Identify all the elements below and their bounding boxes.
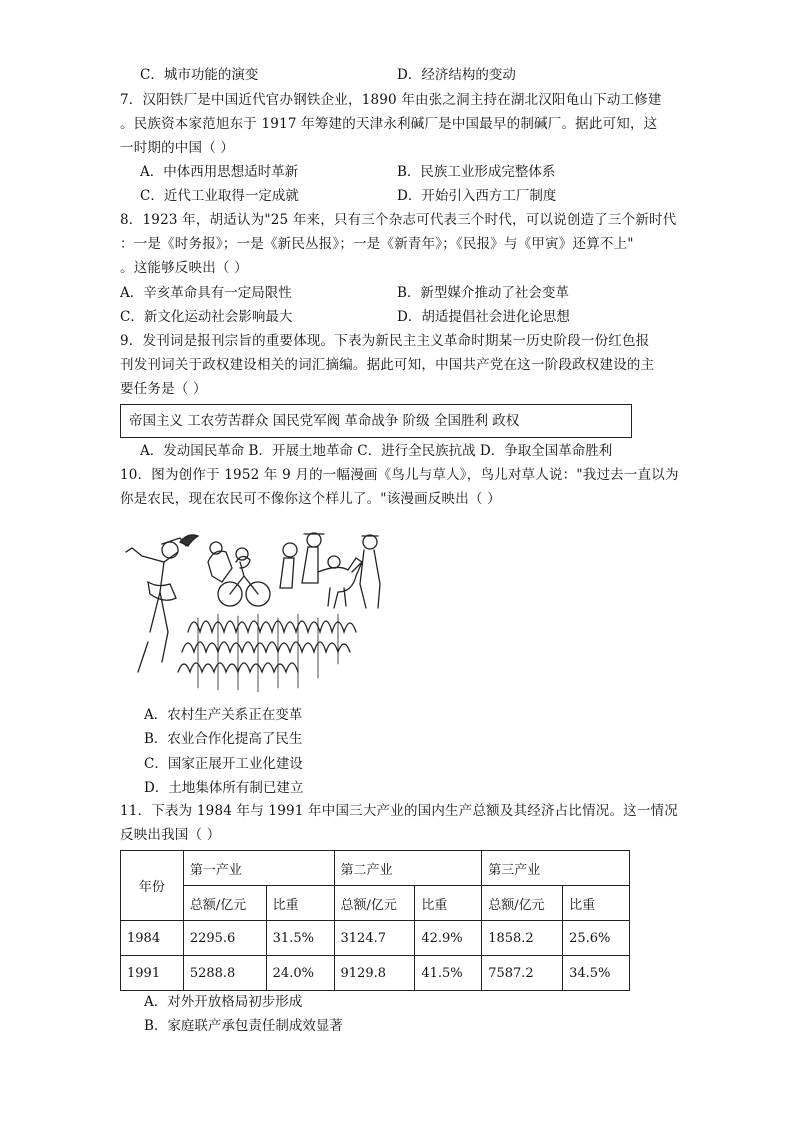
q11-stem-line2: 反映出我国（ ） (120, 827, 221, 843)
table-year-header: 年份 (121, 851, 184, 921)
q10-stem-line1: 10．图为创作于 1952 年 9 月的一幅漫画《鸟儿与草人》，鸟儿对草人说："我过去一直以为 (120, 467, 679, 483)
q11-option-b: B．家庭联产承包责任制成效显著 (144, 1018, 343, 1034)
table-sub-ratio: 比重 (415, 886, 482, 921)
table-group-tertiary: 第三产业 (482, 851, 630, 886)
q9-options: A．发动国民革命 B．开展土地革命 C．进行全民族抗战 D．争取全国革命胜利 (140, 443, 613, 459)
q8-option-b: B．新型媒介推动了社会变革 (397, 285, 569, 301)
q10-option-d: D．土地集体所有制已建立 (144, 780, 304, 796)
table-sub-total: 总额/亿元 (482, 886, 563, 921)
q10-option-c: C．国家正展开工业化建设 (144, 756, 303, 772)
table-group-secondary: 第二产业 (334, 851, 482, 886)
q7-option-c: C．近代工业取得一定成就 (140, 188, 299, 204)
table-cell: 25.6% (563, 921, 630, 956)
q7-option-a: A．中体西用思想适时革新 (140, 164, 299, 180)
q11-stem-line1: 11．下表为 1984 年与 1991 年中国三大产业的国内生产总额及其经济占比情况。这一情况 (120, 803, 678, 819)
table-sub-total: 总额/亿元 (334, 886, 415, 921)
table-cell: 42.9% (415, 921, 482, 956)
q8-stem-line2: ：一是《时务报》；一是《新民丛报》；一是《新青年》；《民报》与《甲寅》还算不上" (120, 236, 634, 252)
table-cell: 24.0% (266, 956, 334, 991)
q9-vocab-box (120, 404, 632, 438)
table-row (121, 956, 630, 991)
q11-option-a: A．对外开放格局初步形成 (144, 994, 303, 1010)
q10-option-a: A．农村生产关系正在变革 (144, 707, 303, 723)
q8-option-a: A．辛亥革命具有一定局限性 (120, 285, 292, 301)
industry-table (120, 850, 630, 991)
table-sub-total: 总额/亿元 (183, 886, 266, 921)
table-group-primary: 第一产业 (183, 851, 334, 886)
q8-stem-line1: 8．1923 年，胡适认为"25 年来，只有三个杂志可代表三个时代，可以说创造了三个新时代 (120, 212, 677, 228)
table-sub-ratio: 比重 (563, 886, 630, 921)
q8-option-d: D．胡适提倡社会进化论思想 (397, 309, 570, 325)
table-subheader-row (121, 886, 630, 921)
q9-stem-line3: 要任务是（ ） (120, 381, 207, 397)
table-sub-ratio: 比重 (266, 886, 334, 921)
q6-option-d: D．经济结构的变动 (397, 67, 516, 83)
table-cell: 1991 (121, 956, 184, 991)
table-cell: 41.5% (415, 956, 482, 991)
table-cell: 3124.7 (334, 921, 415, 956)
table-cell: 1984 (121, 921, 184, 956)
table-cell: 34.5% (563, 956, 630, 991)
table-row (121, 921, 630, 956)
table-cell: 31.5% (266, 921, 334, 956)
q10-stem-line2: 你是农民，现在农民可不像你这个样儿了。"该漫画反映出（ ） (120, 491, 501, 507)
q7-stem-line3: 一时期的中国（ ） (120, 140, 235, 156)
table-cell: 1858.2 (482, 921, 563, 956)
q8-stem-line3: 。这能够反映出（ ） (120, 260, 248, 276)
q7-stem-line1: 7．汉阳铁厂是中国近代官办钢铁企业，1890 年由张之洞主持在湖北汉阳龟山下动工修建 (120, 92, 662, 108)
q6-option-c: C．城市功能的演变 (140, 67, 259, 83)
q7-option-b: B．民族工业形成完整体系 (397, 164, 556, 180)
table-cell: 7587.2 (482, 956, 563, 991)
q7-option-d: D．开始引入西方工厂制度 (397, 188, 557, 204)
table-header-row (121, 851, 630, 886)
q9-vocab-text: 帝国主义 工农劳苦群众 国民党军阀 革命战争 阶级 全国胜利 政权 (129, 413, 520, 429)
q9-stem-line2: 刊发刊词关于政权建设相关的词汇摘编。据此可知，中国共产党在这一阶段政权建设的主 (120, 357, 655, 373)
table-cell: 5288.8 (183, 956, 266, 991)
q8-option-c: C．新文化运动社会影响最大 (120, 309, 293, 325)
table-cell: 9129.8 (334, 956, 415, 991)
q9-stem-line1: 9．发刊词是报刊宗旨的重要体现。下表为新民主主义革命时期某一历史阶段一份红色报 (120, 333, 650, 349)
cartoon-birds-and-scarecrow (118, 522, 388, 697)
table-cell: 2295.6 (183, 921, 266, 956)
q7-stem-line2: 。民族资本家范旭东于 1917 年筹建的天津永利碱厂是中国最早的制碱厂。据此可知，这 (120, 116, 658, 132)
q10-option-b: B．农业合作化提高了民生 (144, 731, 303, 747)
